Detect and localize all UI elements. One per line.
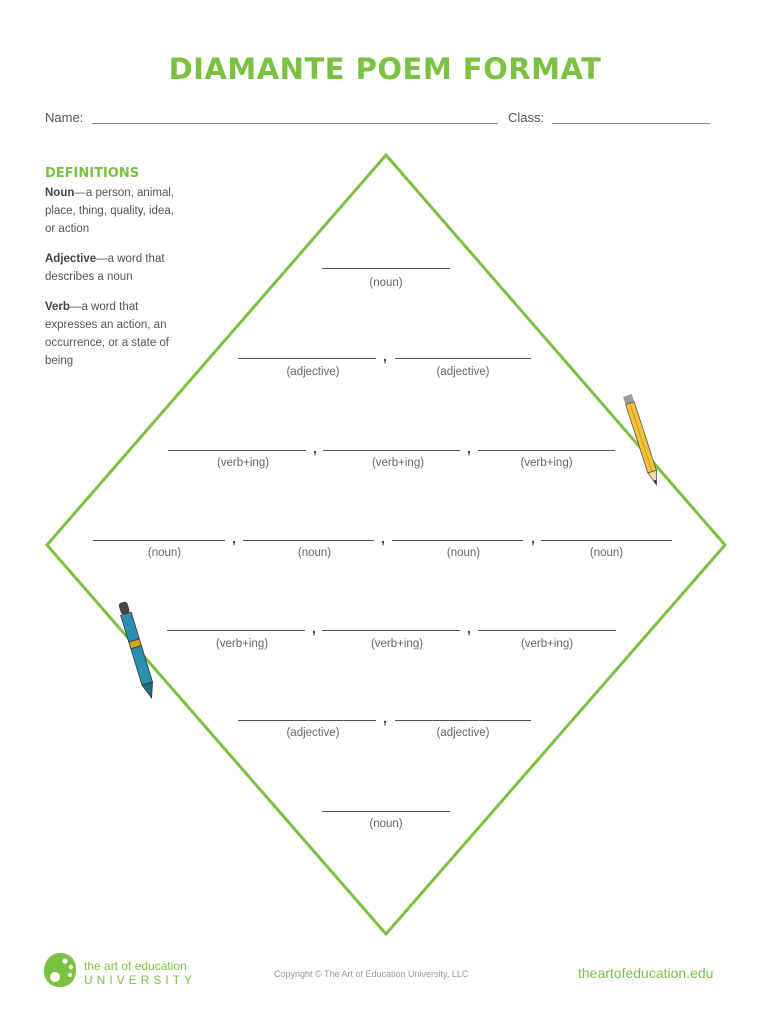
label-line4-3: (noun) [446, 547, 481, 559]
brand-line2: UNIVERSITY [84, 973, 197, 987]
comma: , [313, 440, 317, 456]
label-line5-3: (verb+ing) [520, 638, 574, 650]
blank-line6-1[interactable] [238, 720, 376, 721]
definitions-panel [45, 165, 185, 382]
label-line3-2: (verb+ing) [371, 457, 425, 469]
pen-icon [117, 601, 157, 700]
comma: , [383, 710, 387, 726]
blank-line3-1[interactable] [168, 450, 306, 451]
page-title: DIAMANTE POEM FORMAT [168, 52, 602, 86]
label-line6-1: (adjective) [286, 727, 340, 739]
blank-line4-2[interactable] [243, 540, 374, 541]
blank-line5-2[interactable] [322, 630, 460, 631]
definition-verb: Verb—a word that expresses an action, an occurrence, or a state of being [45, 301, 170, 367]
label-line4-1: (noun) [147, 547, 182, 559]
label-line1-1: (noun) [369, 277, 403, 289]
comma: , [381, 530, 385, 546]
blank-line5-3[interactable] [478, 630, 616, 631]
brand-line1: the art of education [84, 959, 187, 973]
blank-line3-2[interactable] [323, 450, 460, 451]
logo-icon [42, 950, 78, 990]
label-line3-1: (verb+ing) [216, 457, 270, 469]
label-line7-1: (noun) [369, 818, 403, 830]
label-line2-2: (adjective) [436, 366, 490, 378]
comma: , [531, 530, 535, 546]
label-line4-4: (noun) [589, 547, 624, 559]
label-line5-2: (verb+ing) [370, 638, 424, 650]
label-line2-1: (adjective) [286, 366, 340, 378]
blank-line2-2[interactable] [395, 358, 531, 359]
definition-noun: Noun—a person, animal, place, thing, quality, idea, or action [45, 187, 175, 235]
comma: , [312, 620, 316, 636]
copyright-text: Copyright © The Art of Education University, LLC [274, 969, 469, 979]
blank-line4-4[interactable] [541, 540, 672, 541]
label-line3-3: (verb+ing) [520, 457, 573, 469]
blank-line1-1[interactable] [322, 268, 450, 269]
definition-adjective: Adjective—a word that describes a noun [45, 253, 165, 283]
label-line6-2: (adjective) [436, 727, 490, 739]
blank-line4-3[interactable] [392, 540, 523, 541]
definitions-heading: DEFINITIONS [45, 166, 140, 181]
blank-line5-1[interactable] [167, 630, 305, 631]
label-line5-1: (verb+ing) [215, 638, 269, 650]
blank-line2-1[interactable] [238, 358, 376, 359]
blank-line4-1[interactable] [93, 540, 225, 541]
name-label: Name: [45, 110, 84, 125]
pencil-icon [623, 394, 661, 486]
comma: , [467, 440, 471, 456]
website-link[interactable]: theartofeducation.edu [578, 965, 714, 981]
blank-line6-2[interactable] [395, 720, 531, 721]
blank-line7-1[interactable] [322, 811, 450, 812]
comma: , [232, 530, 236, 546]
blank-line3-3[interactable] [478, 450, 615, 451]
comma: , [383, 348, 387, 364]
brand-wordmark [84, 960, 196, 986]
label-line4-2: (noun) [297, 547, 332, 559]
comma: , [467, 620, 471, 636]
class-label: Class: [508, 110, 545, 125]
